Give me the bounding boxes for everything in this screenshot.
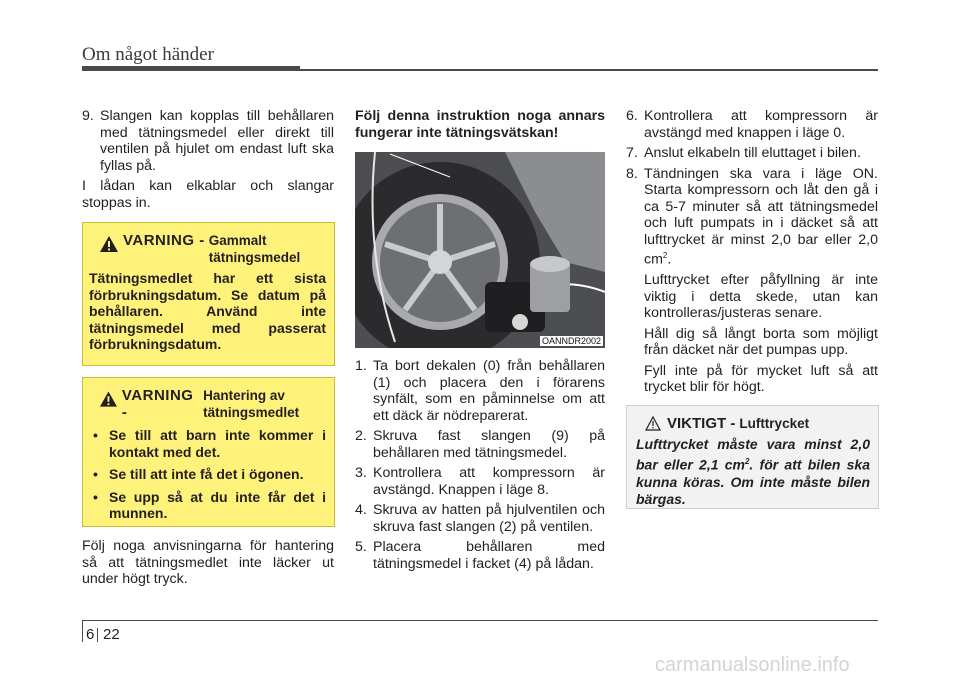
footer-rule-vertical [82,620,83,642]
warning-triangle-icon [99,235,119,253]
step-text: Slangen kan kopplas till behållaren med tätningsmedel eller direkt till ventilen på hjulet om endast luft ska fyllas på. [100,108,334,174]
chapter-number: 6 [86,626,95,643]
step-4 [355,502,605,535]
warning-header [83,378,334,421]
notice-word: VIKTIGT - [667,415,736,432]
column-2-steps [355,358,605,576]
notice-subject: Lufttrycket [739,416,810,431]
step-text: Kontrollera att kompressorn är avstängd. Knappen i läge 8. [373,465,605,498]
step-text: Skruva av hatten på hjulventilen och skruva fast slangen (2) på ventilen. [373,502,605,535]
step-number: 8. [626,165,638,182]
step-8 [626,166,878,269]
footer-rule [82,620,878,621]
step-8-note-distance: Håll dig så långt borta som möjligt från däcket när det pumpas upp. [644,325,878,359]
tire-repair-photo [355,152,605,348]
warning-body: Tätningsmedlet har ett sista förbrukningsdatum. Se datum på behållaren. Använd inte tätningsmedel med passerat förbrukningsdatum. [89,270,326,352]
step-9 [82,108,334,174]
caution-triangle-icon [645,416,661,431]
notice-header [627,406,878,432]
warning-subject: Gammalt tätningsmedel [208,233,301,265]
paragraph-handling: Följ noga anvisningarna för hantering så att tätningsmedlet inte läcker ut under högt tryck. [82,538,334,587]
column-1-bottom [82,538,334,592]
step-text: Placera behållaren med tätningsmedel i facket (4) på lådan. [373,539,605,572]
page-header-title: Om något händer [82,44,214,65]
step-text: Anslut elkabeln till eluttaget i bilen. [644,145,861,161]
column-3 [626,108,878,400]
warning-header [83,223,334,266]
column-1 [82,108,334,215]
tire-illustration [355,152,605,348]
step-2 [355,428,605,461]
warning-box-old-sealant [82,222,335,366]
step-number: 3. [355,465,367,481]
step-number: 5. [355,539,367,555]
step-number: 1. [355,358,367,374]
step-number: 4. [355,502,367,518]
page-number: 22 [103,626,120,643]
warning-word: VARNING - [123,232,205,249]
step-text: Skruva fast slangen (9) på behållaren med tätningsmedel. [373,428,605,461]
warning-word: VARNING - [121,387,194,421]
step-text: Ta bort dekalen (0) från behållaren (1) och placera den i förarens synfält, som en påminnelse om att ett däck är nödreparerat. [373,358,605,424]
bullet-item: • Se upp så at du inte får det i munnen. [93,488,326,521]
header-rule-thin [300,69,878,71]
step-8-note-pressure: Lufttrycket efter påfyllning är inte viktig i detta skede, utan kan kontrolleras/justeras senare. [644,272,878,322]
step-text: Kontrollera att kompressorn är avstängd med knappen i läge 0. [644,108,878,141]
instruction-intro: Följ denna instruktion noga annars fungerar inte tätningsvätskan! [355,108,605,141]
step-7 [626,145,878,162]
paragraph-cables: I lådan kan elkablar och slangar stoppas in. [82,178,334,211]
watermark: carmanualsonline.info [655,654,850,676]
step-5 [355,539,605,572]
warning-triangle-icon [99,390,118,408]
step-8-note-overfill: Fyll inte på för mycket luft så att trycket blir för högt. [644,362,878,396]
warning-subject: Hantering av tätningsmedlet [203,388,300,420]
warning-box-handling [82,377,335,527]
header-rule-thick [82,66,300,71]
step-number: 6. [626,108,638,124]
notice-body: Lufttrycket måste vara minst 2,0 bar eller 2,1 $cm^2$. för att bilen ska kunna köras. Om inte måste bilen bärgas. [636,436,871,507]
image-code: OANNDR2002 [541,336,601,346]
step-1 [355,358,605,424]
step-number: 9. [82,108,94,124]
step-text: Tändningen ska vara i läge ON. Starta kompressorn och låt den gå i ca 5-7 minuter så att tätningsmedel och luft pumpats in i däcket så att lufttrycket är minst 2,0 bar eller 2,0 $cm^2$. [644,165,878,268]
page-number-separator [97,628,98,642]
column-2 [355,108,605,145]
step-number: 7. [626,145,638,161]
notice-box-air-pressure [626,405,879,509]
step-3 [355,465,605,498]
bullet-item: • Se till att inte få det i ögonen. [93,466,304,482]
bullet-item: • Se till att barn inte kommer i kontakt med det. [93,427,326,460]
warning-bullet-list [83,421,334,522]
step-number: 2. [355,428,367,444]
step-6 [626,108,878,141]
